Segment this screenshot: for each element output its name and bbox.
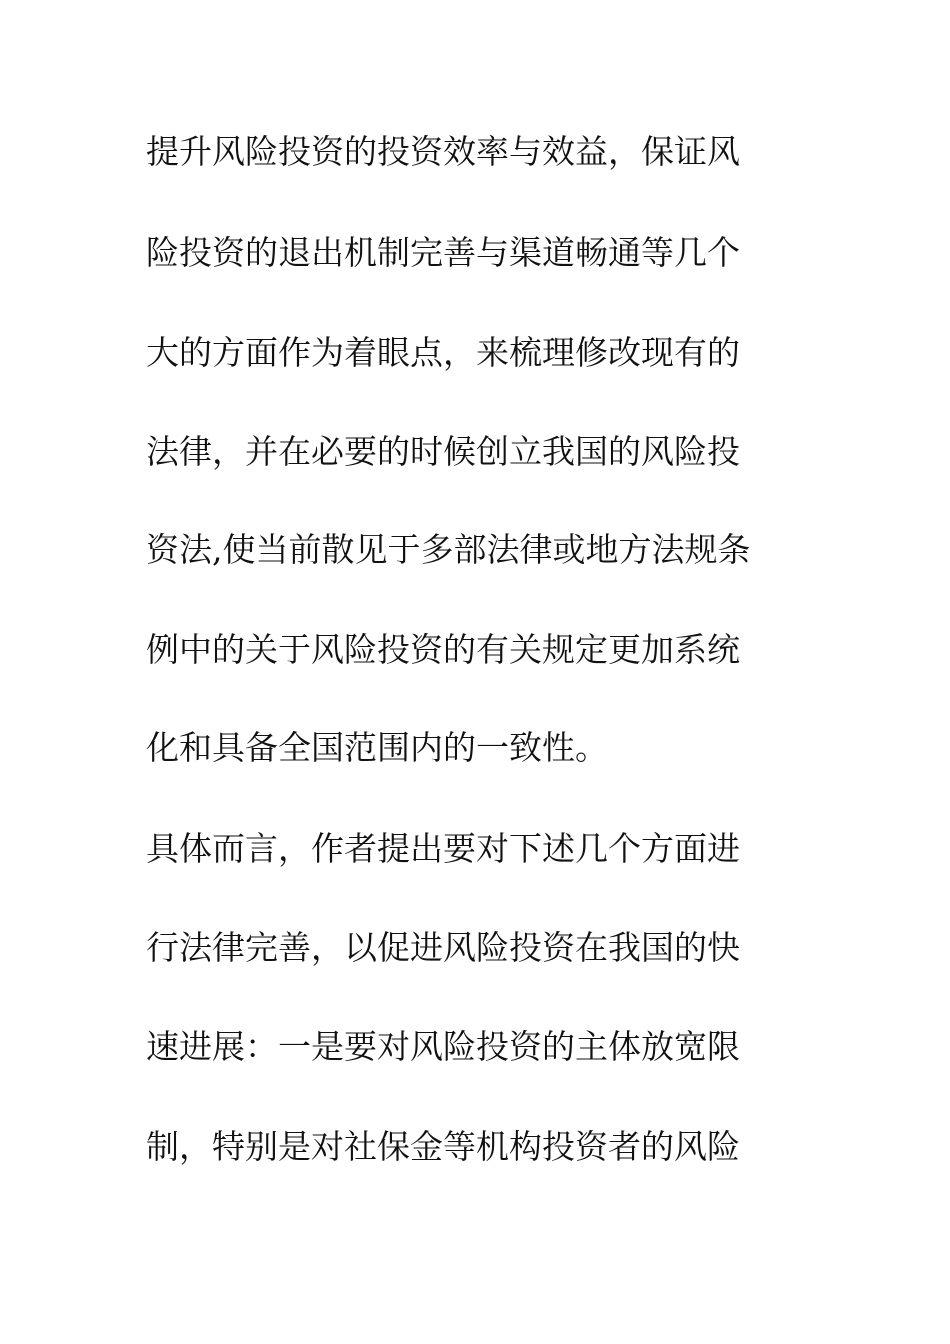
text-line: 化和具备全国范围内的一致性。 xyxy=(146,728,608,767)
text-line: 例中的关于风险投资的有关规定更加系统 xyxy=(146,630,740,669)
text-line: 提升风险投资的投资效率与效益，保证风 xyxy=(146,132,740,171)
text-line: 具体而言，作者提出要对下述几个方面进 xyxy=(146,829,740,868)
text-line: 资法,使当前散见于多部法律或地方法规条 xyxy=(146,530,751,569)
text-line: 险投资的退出机制完善与渠道畅通等几个 xyxy=(146,233,740,272)
text-line: 大的方面作为着眼点，来梳理修改现有的 xyxy=(146,333,740,372)
text-line: 法律，并在必要的时候创立我国的风险投 xyxy=(146,432,740,471)
text-line: 行法律完善，以促进风险投资在我国的快 xyxy=(146,928,740,967)
text-line: 制，特别是对社保金等机构投资者的风险 xyxy=(146,1127,740,1166)
text-line: 速进展：一是要对风险投资的主体放宽限 xyxy=(146,1027,740,1066)
